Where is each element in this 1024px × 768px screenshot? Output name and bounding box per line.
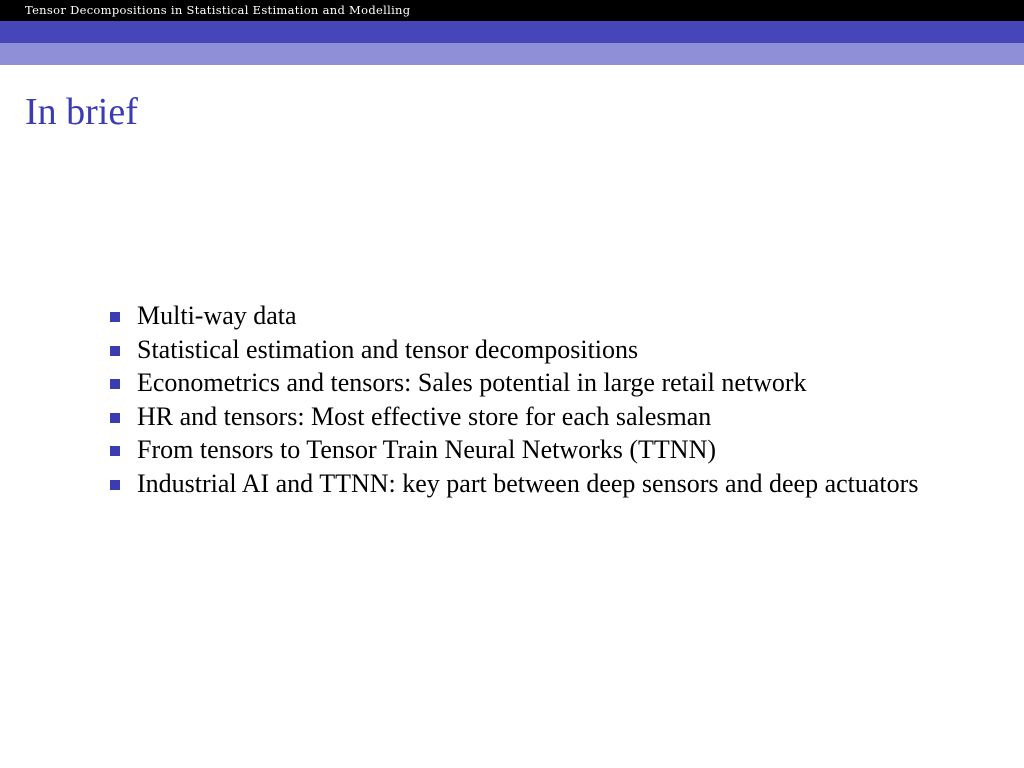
presentation-title: Tensor Decompositions in Statistical Estimation and Modelling <box>25 3 411 17</box>
list-item <box>110 400 970 434</box>
list-item-text: From tensors to Tensor Train Neural Networks (TTNN) <box>137 435 717 464</box>
header-band-dark <box>0 21 1024 43</box>
list-item-text: Statistical estimation and tensor decompositions <box>137 334 639 364</box>
list-item-text: Industrial AI and TTNN: key part between deep sensors and deep actuators <box>137 468 919 498</box>
square-bullet-icon <box>110 413 120 423</box>
list-item-text: Econometrics and tensors: Sales potential in large retail network <box>137 368 807 397</box>
frame-title: In brief <box>25 91 138 133</box>
headline-bar <box>0 0 1024 21</box>
bullet-list <box>110 299 970 500</box>
list-item <box>110 433 970 467</box>
list-item <box>110 299 970 333</box>
list-item <box>110 333 970 367</box>
square-bullet-icon <box>110 379 120 389</box>
list-item-text: HR and tensors: Most effective store for each salesman <box>137 401 712 431</box>
header-band-light <box>0 43 1024 65</box>
square-bullet-icon <box>110 480 120 490</box>
square-bullet-icon <box>110 446 120 456</box>
list-item-text: Multi-way data <box>137 301 297 330</box>
square-bullet-icon <box>110 346 120 356</box>
square-bullet-icon <box>110 312 120 322</box>
list-item <box>110 366 970 400</box>
list-item <box>110 467 970 501</box>
